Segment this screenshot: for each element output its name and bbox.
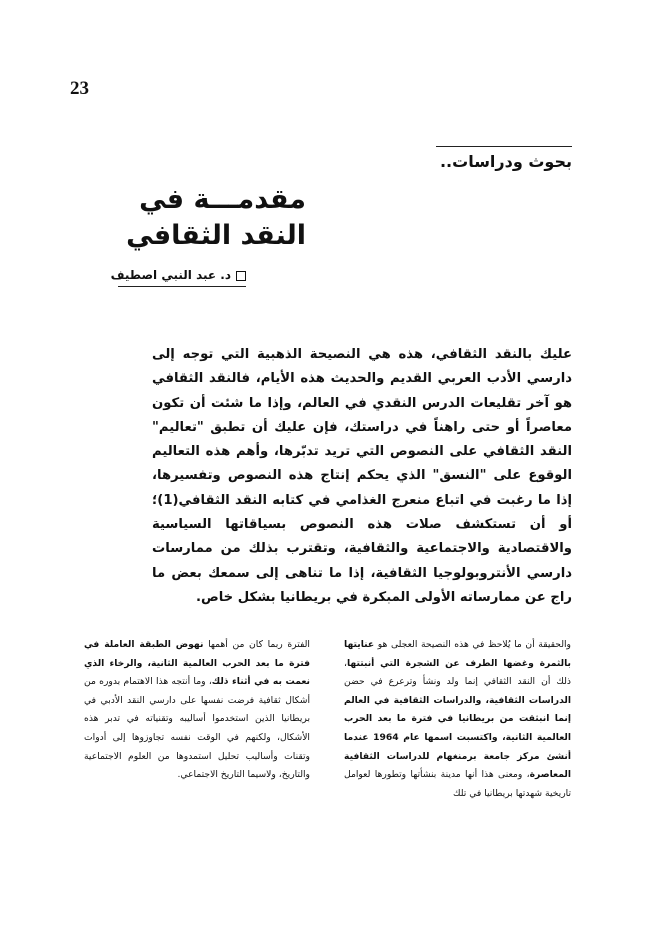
article-title <box>66 182 306 254</box>
text-run: ، ذلك أن النقد الثقافي إنما ولد ونشأ وترعرع في حضن <box>344 657 571 688</box>
text-run: ، وما أنتجه هذا الاهتمام بدوره من أشكال ثقافية فرضت نفسها على دارسي النقد الأدبي في بريطانيا الذين استخدموا أساليبه وتقنياته في تدبر هذه الأشكال، ولكنهم في الوقت نفسه تجاوزوها إلى أدوات وتقنات وأساليب تحليل استمدوها من العلوم الاجتماعية والتاريخ، ولاسيما التاريخ الاجتماعي. <box>84 676 310 781</box>
body-column-left <box>84 636 310 785</box>
body-column-right <box>344 636 571 803</box>
text-run: ، ومعنى هذا أنها مدينة بنشأتها وتطورها لعوامل تاريخية شهدتها بريطانيا في تلك <box>344 769 571 799</box>
page-number: 23 <box>70 78 89 99</box>
text-run-bold: نهوض الطبقة العاملة في فترة ما بعد الحرب العالمية الثانية، والرخاء الذي نعمت به في أثناء ذلك <box>84 639 310 688</box>
author-name: د. عبد النبي اصطيف <box>110 268 231 282</box>
text-run-bold: عنايتها بالثمرة وغضها الطرف عن الشجرة التي أنبتتها <box>344 639 571 669</box>
title-line-2: النقد الثقافي <box>126 220 306 251</box>
square-bullet-icon <box>236 271 246 281</box>
text-run-bold: الدراسات الثقافية، والدراسات الثقافية في العالم إنما انبثقت من بريطانيا في فترة ما بعد الحرب العالمية الثانية، واكتسبت اسمها عام 1964 عندما أنشئ مركز جامعة برمنغهام للدراسات الثقافية المعاصرة <box>344 694 571 781</box>
section-heading: بحوث ودراسات.. <box>436 146 572 171</box>
text-run: والحقيقة أن ما يُلاحظ في هذه النصيحة العجلى هو <box>374 639 571 650</box>
abstract-paragraph: عليك بالنقد الثقافي، هذه هي النصيحة الذهبية التي توجه إلى دارسي الأدب العربي القديم والحديث هذه الأيام، فالنقد الثقافي هو آخر تقليعات الدرس النقدي في العالم، وإذا ما شئت أن تكون معاصراً أو حتى راهناً في دراستك، فإن عليك أن تطبق "تعاليم" النقد الثقافي على النصوص التي تريد تدبّرها، وأهم هذه التعاليم الوقوع على "النسق" الذي يحكم إنتاج هذه النصوص وتفسيرها، إذا ما رغبت في اتباع منعرج الغذامي في كتابه النقد الثقافي(1)؛ أو أن تستكشف صلات هذه النصوص بسياقاتها السياسية والاقتصادية والاجتماعية والثقافية، وتقترب بذلك من ممارسات دارسي الأنتروبولوجيا الثقافية، إذا ما تناهى إلى سمعك بعض ما راج عن ممارساته الأولى المبكرة في بريطانيا بشكل خاص. <box>152 347 572 605</box>
author-line <box>110 268 246 287</box>
text-run: الفترة ربما كان من أهمها <box>203 639 310 650</box>
title-line-1: مقدمـــة في <box>139 184 306 215</box>
